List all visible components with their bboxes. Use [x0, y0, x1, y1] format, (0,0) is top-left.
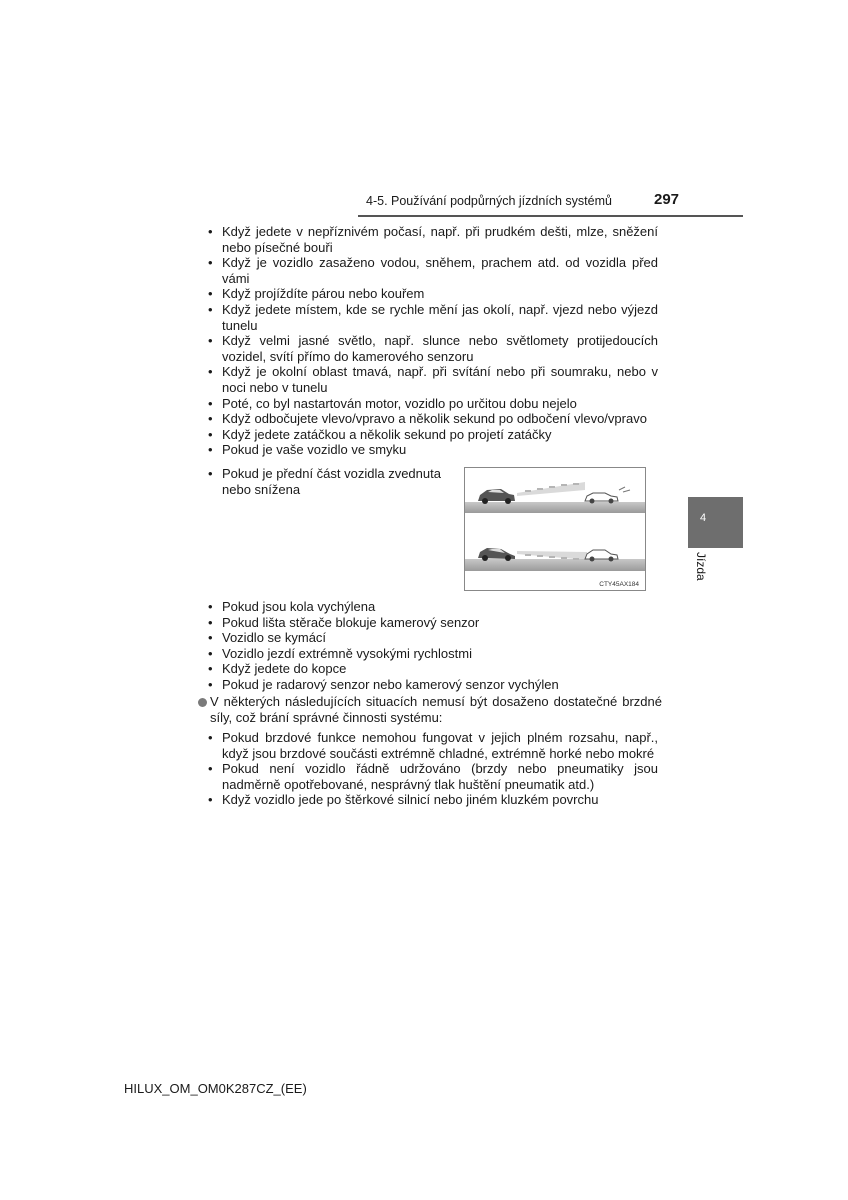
bullet-dot-icon	[198, 698, 207, 707]
situation-list-2	[208, 466, 448, 497]
list-item: • Když velmi jasné světlo, např. slunce nebo světlomety protijedoucích vozidel, svítí přímo do kamerového senzoru	[208, 333, 658, 364]
paragraph-text: V některých následujících situacích nemusí být dosaženo dostatečné brzdné síly, což brání správné činnosti systému:	[210, 694, 662, 725]
list-item: • Když jedete místem, kde se rychle mění jas okolí, např. vjezd nebo výjezd tunelu	[208, 302, 658, 333]
list-item: • Když vozidlo jede po štěrkové silnicí nebo jiném kluzkém povrchu	[208, 792, 658, 808]
chapter-side-tab	[688, 497, 743, 548]
situation-list-4	[208, 730, 658, 808]
list-item: • Vozidlo se kymácí	[208, 630, 658, 646]
car-raised-front-icon	[478, 489, 515, 504]
header-rule	[358, 215, 743, 217]
situation-list-1	[208, 224, 658, 458]
list-item: • Když je okolní oblast tmavá, např. při svítání nebo při soumraku, nebo v noci nebo v tunelu	[208, 364, 658, 395]
list-item: • Vozidlo jezdí extrémně vysokými rychlostmi	[208, 646, 658, 662]
chapter-label: Jízda	[694, 552, 708, 581]
list-item: • Pokud je radarový senzor nebo kamerový senzor vychýlen	[208, 677, 658, 693]
figure-code: CTY45AX184	[599, 581, 639, 588]
list-item: • Pokud brzdové funkce nemohou fungovat v jejich plném rozsahu, např., když jsou brzdové součásti extrémně chladné, extrémně horké nebo mokré	[208, 730, 658, 761]
car-ahead-upper-icon	[585, 487, 630, 504]
footer-document-code: HILUX_OM_OM0K287CZ_(EE)	[124, 1081, 307, 1096]
situation-list-3	[208, 599, 658, 693]
sensor-beam-upper	[517, 482, 585, 496]
road-upper	[465, 502, 645, 513]
list-item: • Když projíždíte párou nebo kouřem	[208, 286, 658, 302]
header-section-title: 4-5. Používání podpůrných jízdních systémů	[366, 194, 612, 208]
road-lower	[465, 559, 645, 571]
list-item: • Když jedete do kopce	[208, 661, 658, 677]
list-item: • Když odbočujete vlevo/vpravo a několik sekund po odbočení vlevo/vpravo	[208, 411, 658, 427]
list-item: • Když jedete zatáčkou a několik sekund po projetí zatáčky	[208, 427, 658, 443]
list-item: • Pokud lišta stěrače blokuje kamerový senzor	[208, 615, 658, 631]
page-number: 297	[654, 191, 680, 208]
list-item: • Pokud je vaše vozidlo ve smyku	[208, 442, 658, 458]
chapter-number: 4	[699, 512, 707, 524]
list-item: • Pokud je přední část vozidla zvednuta nebo snížena	[208, 466, 448, 497]
list-item: • Když jedete v nepříznivém počasí, např. při prudkém dešti, mlze, sněžení nebo písečné bouři	[208, 224, 658, 255]
list-item: • Když je vozidlo zasaženo vodou, sněhem, prachem atd. od vozidla před vámi	[208, 255, 658, 286]
list-item: • Pokud jsou kola vychýlena	[208, 599, 658, 615]
vehicle-tilt-illustration	[464, 467, 646, 591]
list-item: • Poté, co byl nastartován motor, vozidlo po určitou dobu nejelo	[208, 396, 658, 412]
illustration-drawing	[465, 468, 645, 590]
braking-paragraph	[198, 694, 662, 725]
sensor-beam-lower	[517, 551, 587, 560]
list-item: • Pokud není vozidlo řádně udržováno (brzdy nebo pneumatiky jsou nadměrně opotřebované, nesprávný tlak huštění pneumatik atd.)	[208, 761, 658, 792]
